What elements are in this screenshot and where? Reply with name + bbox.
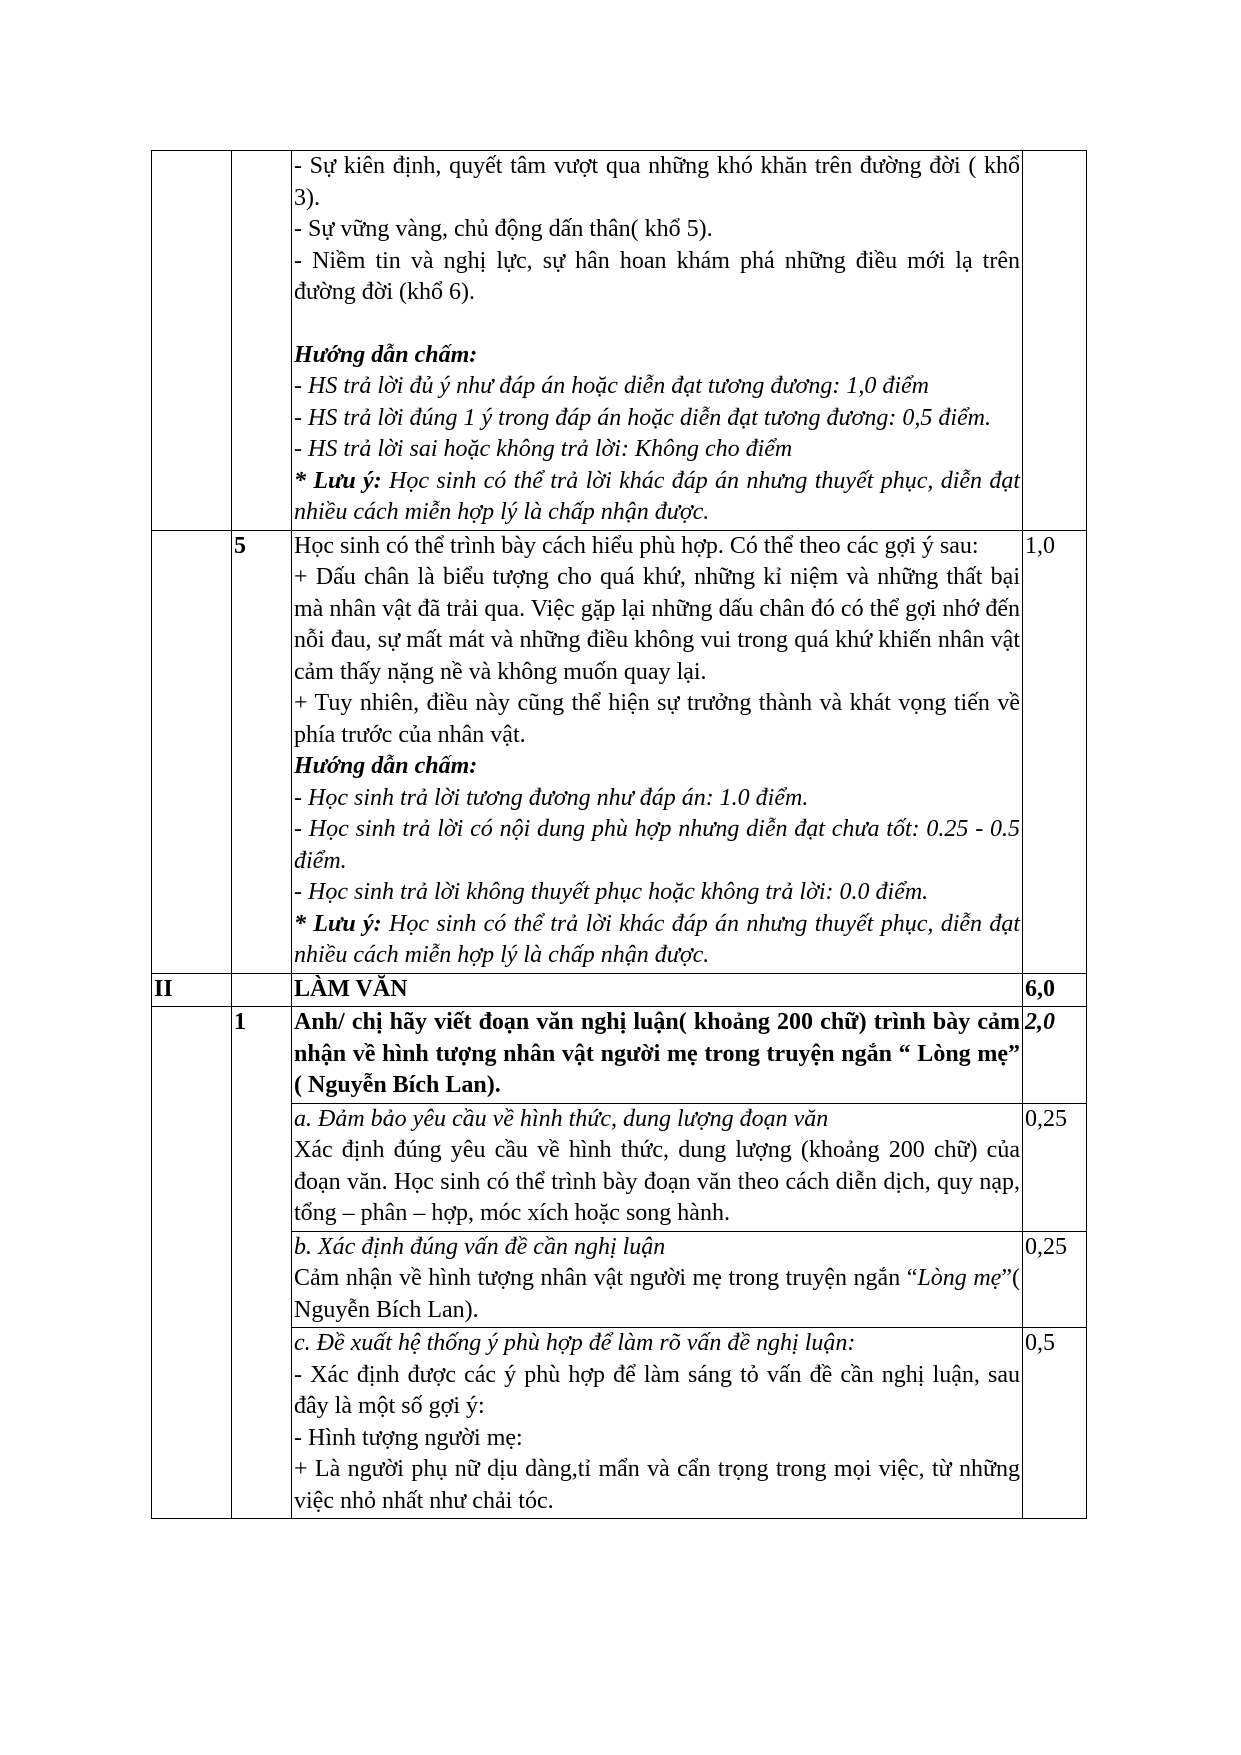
criterion-line: + Là người phụ nữ dịu dàng,tỉ mẩn và cẩn trọng trong mọi việc, từ những việc nhỏ nhất như chải tóc. [294, 1456, 1020, 1514]
note-label: * Lưu ý: [294, 467, 382, 494]
answer-point: + Dấu chân là biểu tượng cho quá khứ, những kỉ niệm và những thất bại mà nhân vật đã trải qua. Việc gặp lại những dấu chân đó có thể gợi nhớ đến nỗi đau, sự mất mát và những điều không vui trong quá khứ khiến nhân vật cảm thấy nặng nề và không muốn quay lại. [294, 564, 1020, 685]
note-text: Học sinh có thể trả lời khác đáp án nhưng thuyết phục, diễn đạt nhiều cách miễn hợp lý là chấp nhận được. [294, 467, 1021, 525]
note-text: Học sinh có thể trả lời khác đáp án nhưng thuyết phục, diễn đạt nhiều cách miễn hợp lý là chấp nhận được. [294, 910, 1021, 968]
part-cell [152, 151, 232, 531]
guide-line: - HS trả lời đúng 1 ý trong đáp án hoặc diễn đạt tương đương: 0,5 điểm. [294, 404, 991, 431]
section-title: LÀM VĂN [292, 973, 1023, 1007]
criterion-cell [292, 1328, 1023, 1519]
grading-table [151, 150, 1087, 1519]
note [294, 909, 1020, 972]
spacer [294, 309, 1020, 340]
score-value: 2,0 [1023, 1007, 1087, 1104]
criterion-line: - Hình tượng người mẹ: [294, 1424, 523, 1451]
guide-line: - Học sinh trả lời có nội dung phù hợp nhưng diễn đạt chưa tốt: 0.25 - 0.5 điểm. [294, 816, 1020, 874]
answer-line: - Sự vững vàng, chủ động dấn thân( khổ 5). [294, 216, 713, 242]
part-cell [152, 1007, 232, 1519]
guide-line: - HS trả lời đủ ý như đáp án hoặc diễn đạt tương đương: 1,0 điểm [294, 373, 929, 399]
table-row [152, 1231, 1087, 1328]
score-cell [1023, 151, 1087, 531]
guide-line: - Học sinh trả lời không thuyết phục hoặc không trả lời: 0.0 điểm. [294, 879, 929, 905]
criterion-text-part: ”( Nguyễn Bích Lan). [294, 1265, 1020, 1323]
score-value: 6,0 [1023, 973, 1087, 1007]
criterion-heading: c. Đề xuất hệ thống ý phù hợp để làm rõ vấn đề nghị luận: [294, 1330, 856, 1356]
answer-cell [292, 151, 1023, 531]
question-cell [232, 973, 292, 1007]
part-label: II [152, 973, 232, 1007]
answer-point: + Tuy nhiên, điều này cũng thể hiện sự trưởng thành và khát vọng tiến về phía trước của nhân vật. [294, 690, 1020, 748]
table-row [152, 1328, 1087, 1519]
note [294, 466, 1020, 529]
answer-intro: Học sinh có thể trình bày cách hiểu phù hợp. Có thể theo các gợi ý sau: [294, 532, 979, 559]
story-title: Lòng mẹ [917, 1265, 1002, 1291]
answer-cell [292, 530, 1023, 973]
criterion-cell [292, 1103, 1023, 1231]
criterion-text [294, 1263, 1020, 1326]
guide-line: - HS trả lời sai hoặc không trả lời: Không cho điểm [294, 436, 793, 462]
question-number: 5 [232, 530, 292, 973]
criterion-heading: b. Xác định đúng vấn đề cần nghị luận [294, 1233, 666, 1260]
score-value: 1,0 [1023, 530, 1087, 973]
score-value: 0,25 [1023, 1103, 1087, 1231]
criterion-text-part: Cảm nhận về hình tượng nhân vật người mẹ trong truyện ngắn “ [294, 1265, 918, 1291]
answer-line: - Niềm tin và nghị lực, sự hân hoan khám phá những điều mới lạ trên đường đời (khổ 6). [294, 247, 1020, 305]
score-value: 0,5 [1023, 1328, 1087, 1519]
criterion-line: - Xác định được các ý phù hợp để làm sáng tỏ vấn đề cần nghị luận, sau đây là một số gợi ý: [294, 1361, 1020, 1419]
part-cell [152, 530, 232, 973]
table-row [152, 1007, 1087, 1104]
guide-title: Hướng dẫn chấm: [294, 753, 478, 779]
essay-prompt: Anh/ chị hãy viết đoạn văn nghị luận( khoảng 200 chữ) trình bày cảm nhận về hình tượng nhân vật người mẹ trong truyện ngắn “ Lòng mẹ” ( Nguyễn Bích Lan). [292, 1007, 1023, 1104]
criterion-text: Xác định đúng yêu cầu về hình thức, dung lượng (khoảng 200 chữ) của đoạn văn. Học sinh có thể trình bày đoạn văn theo cách diễn dịch, quy nạp, tổng – phân – hợp, móc xích hoặc song hành. [294, 1137, 1020, 1226]
note-label: * Lưu ý: [294, 910, 382, 937]
table-row [152, 530, 1087, 973]
criterion-heading: a. Đảm bảo yêu cầu về hình thức, dung lượng đoạn văn [294, 1105, 829, 1132]
criterion-cell [292, 1231, 1023, 1328]
table-row [152, 973, 1087, 1007]
question-cell [232, 151, 292, 531]
guide-line: - Học sinh trả lời tương đương như đáp án: 1.0 điểm. [294, 784, 809, 811]
table-row [152, 151, 1087, 531]
score-value: 0,25 [1023, 1231, 1087, 1328]
table-row [152, 1103, 1087, 1231]
guide-title: Hướng dẫn chấm: [294, 341, 478, 368]
answer-line: - Sự kiên định, quyết tâm vượt qua những khó khăn trên đường đời ( khổ 3). [294, 153, 1020, 211]
question-number: 1 [232, 1007, 292, 1519]
